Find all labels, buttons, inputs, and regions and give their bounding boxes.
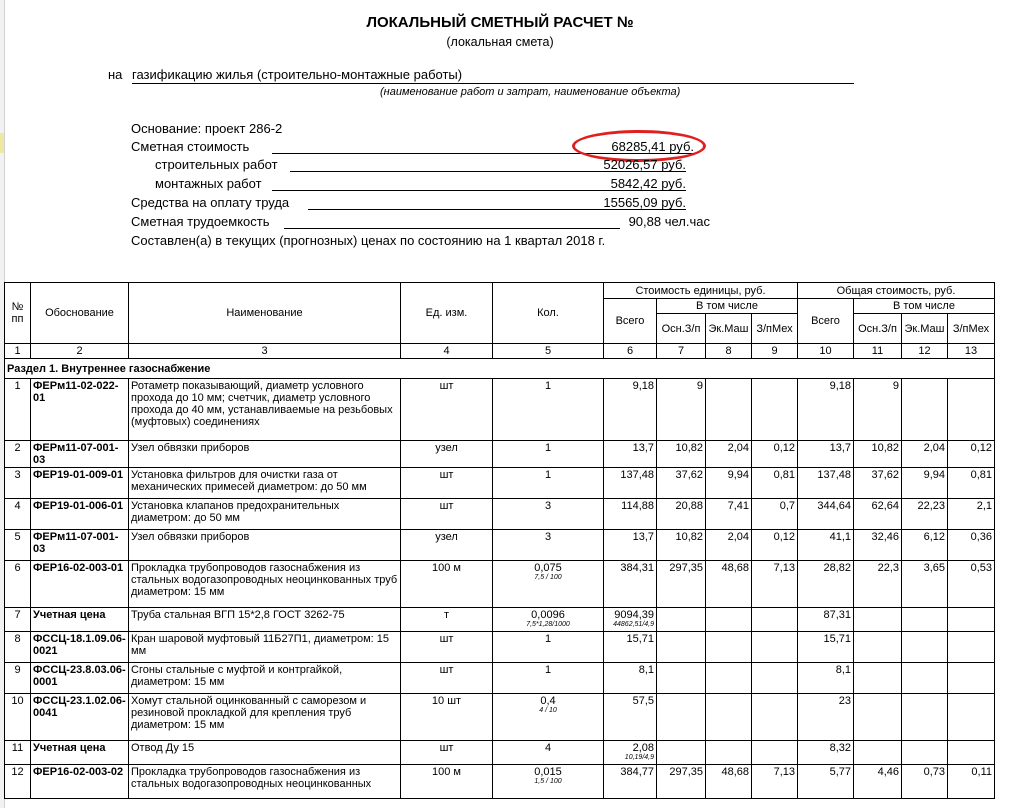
- row-unit-all: 15,71: [604, 632, 657, 663]
- row-total-osn: [854, 694, 902, 741]
- table-row: [5, 441, 995, 468]
- table-row: [5, 741, 995, 765]
- row-total-all: 23: [798, 694, 854, 741]
- object-name-note: (наименование работ и затрат, наименование объекта): [380, 86, 681, 98]
- row-unit: шт: [401, 741, 493, 765]
- row-total-osn: 22,3: [854, 561, 902, 608]
- header-unit-incl: В том числе: [657, 299, 798, 314]
- table-row: [5, 468, 995, 499]
- row-qty: 0,4 4 / 10: [493, 694, 604, 741]
- labor-label: Сметная трудоемкость: [131, 214, 270, 229]
- row-unit-osn: 297,35: [657, 765, 706, 799]
- row-unit-osn: 297,35: [657, 561, 706, 608]
- row-total-zpmeh: [948, 632, 995, 663]
- row-unit-all: 13,7: [604, 530, 657, 561]
- mounting-label: монтажных работ: [155, 176, 262, 191]
- row-total-osn: [854, 608, 902, 632]
- header-total-ekmash: Эк.Маш: [902, 314, 948, 344]
- row-unit-ekmash: [706, 663, 752, 694]
- row-total-all: 137,48: [798, 468, 854, 499]
- mounting-underline-1: [272, 190, 494, 191]
- row-total-ekmash: 3,65: [902, 561, 948, 608]
- row-unit-all: 9094,39 44862,51/4,9: [604, 608, 657, 632]
- row-total-zpmeh: [948, 694, 995, 741]
- column-number: 5: [493, 344, 604, 359]
- row-total-all: 5,77: [798, 765, 854, 799]
- header-unit-ekmash: Эк.Маш: [706, 314, 752, 344]
- header-num: № пп: [5, 283, 31, 344]
- row-num: 1: [5, 379, 31, 441]
- row-total-osn: 32,46: [854, 530, 902, 561]
- column-number: 8: [706, 344, 752, 359]
- row-unit-ekmash: 9,94: [706, 468, 752, 499]
- header-total-cost: Общая стоимость, руб.: [798, 283, 995, 299]
- row-qty: 3: [493, 499, 604, 530]
- row-unit: 100 м: [401, 561, 493, 608]
- row-total-osn: 62,64: [854, 499, 902, 530]
- row-total-osn: 4,46: [854, 765, 902, 799]
- row-unit-ekmash: 2,04: [706, 441, 752, 468]
- row-qty: 4: [493, 741, 604, 765]
- row-unit-ekmash: [706, 741, 752, 765]
- header-name: Наименование: [129, 283, 401, 344]
- basis-line: Основание: проект 286-2: [131, 121, 283, 136]
- row-unit-osn: [657, 608, 706, 632]
- row-qty: 3: [493, 530, 604, 561]
- price-formula: 44862,51/4,9: [613, 621, 654, 628]
- construction-label: строительных работ: [155, 157, 278, 172]
- row-name: Отвод Ду 15: [129, 741, 401, 765]
- row-unit-all: 9,18: [604, 379, 657, 441]
- row-code: ФЕР16-02-003-01: [31, 561, 129, 608]
- row-code: Учетная цена: [31, 741, 129, 765]
- column-number: 1: [5, 344, 31, 359]
- row-unit-zpmeh: [752, 632, 798, 663]
- row-unit-osn: 9: [657, 379, 706, 441]
- row-name: Прокладка трубопроводов газоснабжения из стальных водогазопроводных неоцинкованных труб диаметром: 15 мм: [129, 561, 401, 608]
- row-total-all: 87,31: [798, 608, 854, 632]
- row-unit-zpmeh: 0,7: [752, 499, 798, 530]
- row-unit-ekmash: [706, 632, 752, 663]
- row-unit-osn: 20,88: [657, 499, 706, 530]
- column-number: 12: [902, 344, 948, 359]
- header-basis: Обоснование: [31, 283, 129, 344]
- row-total-zpmeh: [948, 379, 995, 441]
- row-total-zpmeh: [948, 741, 995, 765]
- row-total-all: 8,32: [798, 741, 854, 765]
- row-name: Хомут стальной оцинкованный с саморезом и резиновой прокладкой для крепления труб диаметром: 15 мм: [129, 694, 401, 741]
- row-unit-zpmeh: 7,13: [752, 765, 798, 799]
- row-code: ФССЦ-18.1.09.06-0021: [31, 632, 129, 663]
- row-total-zpmeh: 0,11: [948, 765, 995, 799]
- row-total-all: 344,64: [798, 499, 854, 530]
- row-unit-ekmash: [706, 608, 752, 632]
- row-unit-zpmeh: 0,12: [752, 441, 798, 468]
- header-total-incl: В том числе: [854, 299, 995, 314]
- row-unit-zpmeh: 0,81: [752, 468, 798, 499]
- row-unit-all: 384,31: [604, 561, 657, 608]
- header-unit: Ед. изм.: [401, 283, 493, 344]
- row-unit: шт: [401, 632, 493, 663]
- qty-formula: 7,5*1,28/1000: [526, 621, 570, 628]
- row-unit-zpmeh: 7,13: [752, 561, 798, 608]
- row-num: 8: [5, 632, 31, 663]
- compiled-line: Составлен(а) в текущих (прогнозных) ценах по состоянию на 1 квартал 2018 г.: [131, 233, 606, 248]
- row-total-ekmash: [902, 608, 948, 632]
- row-total-zpmeh: 2,1: [948, 499, 995, 530]
- row-qty: 1: [493, 441, 604, 468]
- estimate-rows: [5, 379, 995, 799]
- row-unit-zpmeh: [752, 379, 798, 441]
- column-number: 10: [798, 344, 854, 359]
- column-number: 6: [604, 344, 657, 359]
- row-unit: шт: [401, 499, 493, 530]
- row-num: 11: [5, 741, 31, 765]
- row-total-osn: 9: [854, 379, 902, 441]
- row-name: Установка клапанов предохранительных диаметром: до 50 мм: [129, 499, 401, 530]
- row-total-all: 41,1: [798, 530, 854, 561]
- column-number: 11: [854, 344, 902, 359]
- qty-formula: 7,5 / 100: [534, 574, 562, 581]
- row-unit-ekmash: 2,04: [706, 530, 752, 561]
- row-total-all: 15,71: [798, 632, 854, 663]
- selected-row-marker: [0, 133, 4, 153]
- object-name: газификацию жилья (строительно-монтажные работы): [132, 67, 854, 84]
- header-unit-cost: Стоимость единицы, руб.: [604, 283, 798, 299]
- table-row: [5, 765, 995, 799]
- row-qty: 0,015 1,5 / 100: [493, 765, 604, 799]
- row-code: Учетная цена: [31, 608, 129, 632]
- row-unit-ekmash: [706, 694, 752, 741]
- row-total-zpmeh: 0,53: [948, 561, 995, 608]
- table-row: [5, 530, 995, 561]
- row-total-osn: [854, 632, 902, 663]
- row-qty: 1: [493, 468, 604, 499]
- row-num: 12: [5, 765, 31, 799]
- row-unit-zpmeh: [752, 663, 798, 694]
- row-code: ФЕР19-01-006-01: [31, 499, 129, 530]
- labor-value: 90,88 чел.час: [628, 214, 710, 229]
- row-total-osn: [854, 663, 902, 694]
- row-total-ekmash: 6,12: [902, 530, 948, 561]
- row-total-ekmash: [902, 694, 948, 741]
- row-total-zpmeh: [948, 663, 995, 694]
- row-total-all: 28,82: [798, 561, 854, 608]
- row-code: ФЕРм11-07-001-03: [31, 441, 129, 468]
- column-number: 9: [752, 344, 798, 359]
- row-name: Труба стальная ВГП 15*2,8 ГОСТ 3262-75: [129, 608, 401, 632]
- price-formula: 10,19/4,9: [624, 754, 654, 761]
- table-row: [5, 608, 995, 632]
- row-total-osn: 10,82: [854, 441, 902, 468]
- row-unit-ekmash: 48,68: [706, 561, 752, 608]
- row-code: ФЕР19-01-009-01: [31, 468, 129, 499]
- wages-underline-1: [308, 209, 494, 210]
- row-code: ФЕРм11-02-022-01: [31, 379, 129, 441]
- cost-value: 68285,41 руб.: [611, 139, 694, 154]
- row-code: ФЕР16-02-003-02: [31, 765, 129, 799]
- table-row: [5, 561, 995, 608]
- row-qty: 1: [493, 379, 604, 441]
- na-label: на: [108, 67, 123, 82]
- wages-value: 15565,09 руб.: [603, 195, 686, 210]
- row-total-ekmash: [902, 632, 948, 663]
- row-total-ekmash: [902, 663, 948, 694]
- row-unit-all: 137,48: [604, 468, 657, 499]
- row-total-ekmash: [902, 379, 948, 441]
- row-total-ekmash: 2,04: [902, 441, 948, 468]
- row-code: ФССЦ-23.1.02.06-0041: [31, 694, 129, 741]
- row-unit: узел: [401, 441, 493, 468]
- table-row: [5, 694, 995, 741]
- row-name: Узел обвязки приборов: [129, 530, 401, 561]
- qty-formula: 1,5 / 100: [534, 778, 562, 785]
- column-numbers-row: [5, 344, 995, 359]
- column-number: 7: [657, 344, 706, 359]
- row-code: ФЕРм11-07-001-03: [31, 530, 129, 561]
- row-unit-osn: [657, 741, 706, 765]
- row-unit-osn: 37,62: [657, 468, 706, 499]
- row-total-osn: [854, 741, 902, 765]
- row-total-zpmeh: 0,81: [948, 468, 995, 499]
- header-total-zpmeh: З/пМех: [948, 314, 995, 344]
- row-unit-all: 384,77: [604, 765, 657, 799]
- header-unit-osn: Осн.З/п: [657, 314, 706, 344]
- row-num: 7: [5, 608, 31, 632]
- row-unit-osn: 10,82: [657, 441, 706, 468]
- section-title: Раздел 1. Внутреннее газоснабжение: [5, 359, 995, 379]
- row-unit-ekmash: 48,68: [706, 765, 752, 799]
- row-unit-zpmeh: [752, 608, 798, 632]
- row-num: 9: [5, 663, 31, 694]
- row-name: Установка фильтров для очистки газа от механических примесей диаметром: до 50 мм: [129, 468, 401, 499]
- column-number: 13: [948, 344, 995, 359]
- header-total-osn: Осн.З/п: [854, 314, 902, 344]
- row-unit: шт: [401, 663, 493, 694]
- row-total-ekmash: 22,23: [902, 499, 948, 530]
- row-num: 3: [5, 468, 31, 499]
- labor-underline-1: [284, 228, 494, 229]
- row-num: 4: [5, 499, 31, 530]
- row-num: 6: [5, 561, 31, 608]
- header-unit-zpmeh: З/пМех: [752, 314, 798, 344]
- row-total-osn: 37,62: [854, 468, 902, 499]
- row-total-zpmeh: [948, 608, 995, 632]
- mounting-value: 5842,42 руб.: [610, 176, 686, 191]
- row-code: ФССЦ-23.8.03.06-0001: [31, 663, 129, 694]
- column-number: 4: [401, 344, 493, 359]
- row-unit: т: [401, 608, 493, 632]
- row-total-zpmeh: 0,12: [948, 441, 995, 468]
- row-name: Ротаметр показывающий, диаметр условного прохода до 10 мм; счетчик, диаметр условного прохода до 40 мм, устанавливаемые на резьбовых (муфтовых) соединениях: [129, 379, 401, 441]
- document-subtitle: (локальная смета): [446, 35, 554, 49]
- row-total-ekmash: [902, 741, 948, 765]
- table-row: [5, 379, 995, 441]
- row-unit-all: 2,08 10,19/4,9: [604, 741, 657, 765]
- row-total-ekmash: 9,94: [902, 468, 948, 499]
- qty-formula: 4 / 10: [539, 707, 557, 714]
- table-row: [5, 632, 995, 663]
- column-number: 3: [129, 344, 401, 359]
- row-unit-ekmash: [706, 379, 752, 441]
- row-num: 2: [5, 441, 31, 468]
- row-unit-ekmash: 7,41: [706, 499, 752, 530]
- row-name: Сгоны стальные с муфтой и контргайкой, диаметром: 15 мм: [129, 663, 401, 694]
- row-total-all: 13,7: [798, 441, 854, 468]
- row-total-all: 9,18: [798, 379, 854, 441]
- header-total-all: Всего: [798, 299, 854, 344]
- row-unit: узел: [401, 530, 493, 561]
- header-qty: Кол.: [493, 283, 604, 344]
- row-name: Кран шаровой муфтовый 11Б27П1, диаметром: 15 мм: [129, 632, 401, 663]
- row-unit: 10 шт: [401, 694, 493, 741]
- row-unit: шт: [401, 468, 493, 499]
- document-title: ЛОКАЛЬНЫЙ СМЕТНЫЙ РАСЧЕТ №: [366, 14, 634, 31]
- row-total-zpmeh: 0,36: [948, 530, 995, 561]
- row-unit: 100 м: [401, 765, 493, 799]
- row-num: 10: [5, 694, 31, 741]
- wages-label: Средства на оплату труда: [131, 195, 290, 210]
- row-qty: 1: [493, 632, 604, 663]
- construction-underline-1: [290, 171, 494, 172]
- row-unit-all: 114,88: [604, 499, 657, 530]
- row-qty: 1: [493, 663, 604, 694]
- row-unit: шт: [401, 379, 493, 441]
- row-unit-zpmeh: [752, 741, 798, 765]
- row-unit-osn: [657, 663, 706, 694]
- row-name: Узел обвязки приборов: [129, 441, 401, 468]
- row-num: 5: [5, 530, 31, 561]
- row-unit-all: 8,1: [604, 663, 657, 694]
- row-unit-zpmeh: [752, 694, 798, 741]
- table-row: [5, 499, 995, 530]
- header-unit-all: Всего: [604, 299, 657, 344]
- cost-label: Сметная стоимость: [131, 139, 250, 154]
- row-total-ekmash: 0,73: [902, 765, 948, 799]
- row-name: Прокладка трубопроводов газоснабжения из стальных водогазопроводных неоцинкованных: [129, 765, 401, 799]
- cost-underline-1: [272, 153, 494, 154]
- row-unit-osn: [657, 632, 706, 663]
- row-unit-zpmeh: 0,12: [752, 530, 798, 561]
- row-unit-osn: [657, 694, 706, 741]
- row-unit-all: 57,5: [604, 694, 657, 741]
- row-total-all: 8,1: [798, 663, 854, 694]
- row-qty: 0,0096 7,5*1,28/1000: [493, 608, 604, 632]
- row-unit-osn: 10,82: [657, 530, 706, 561]
- table-row: [5, 663, 995, 694]
- estimate-table: [4, 282, 995, 799]
- column-number: 2: [31, 344, 129, 359]
- construction-value: 52026,57 руб.: [603, 157, 686, 172]
- row-unit-all: 13,7: [604, 441, 657, 468]
- row-qty: 0,075 7,5 / 100: [493, 561, 604, 608]
